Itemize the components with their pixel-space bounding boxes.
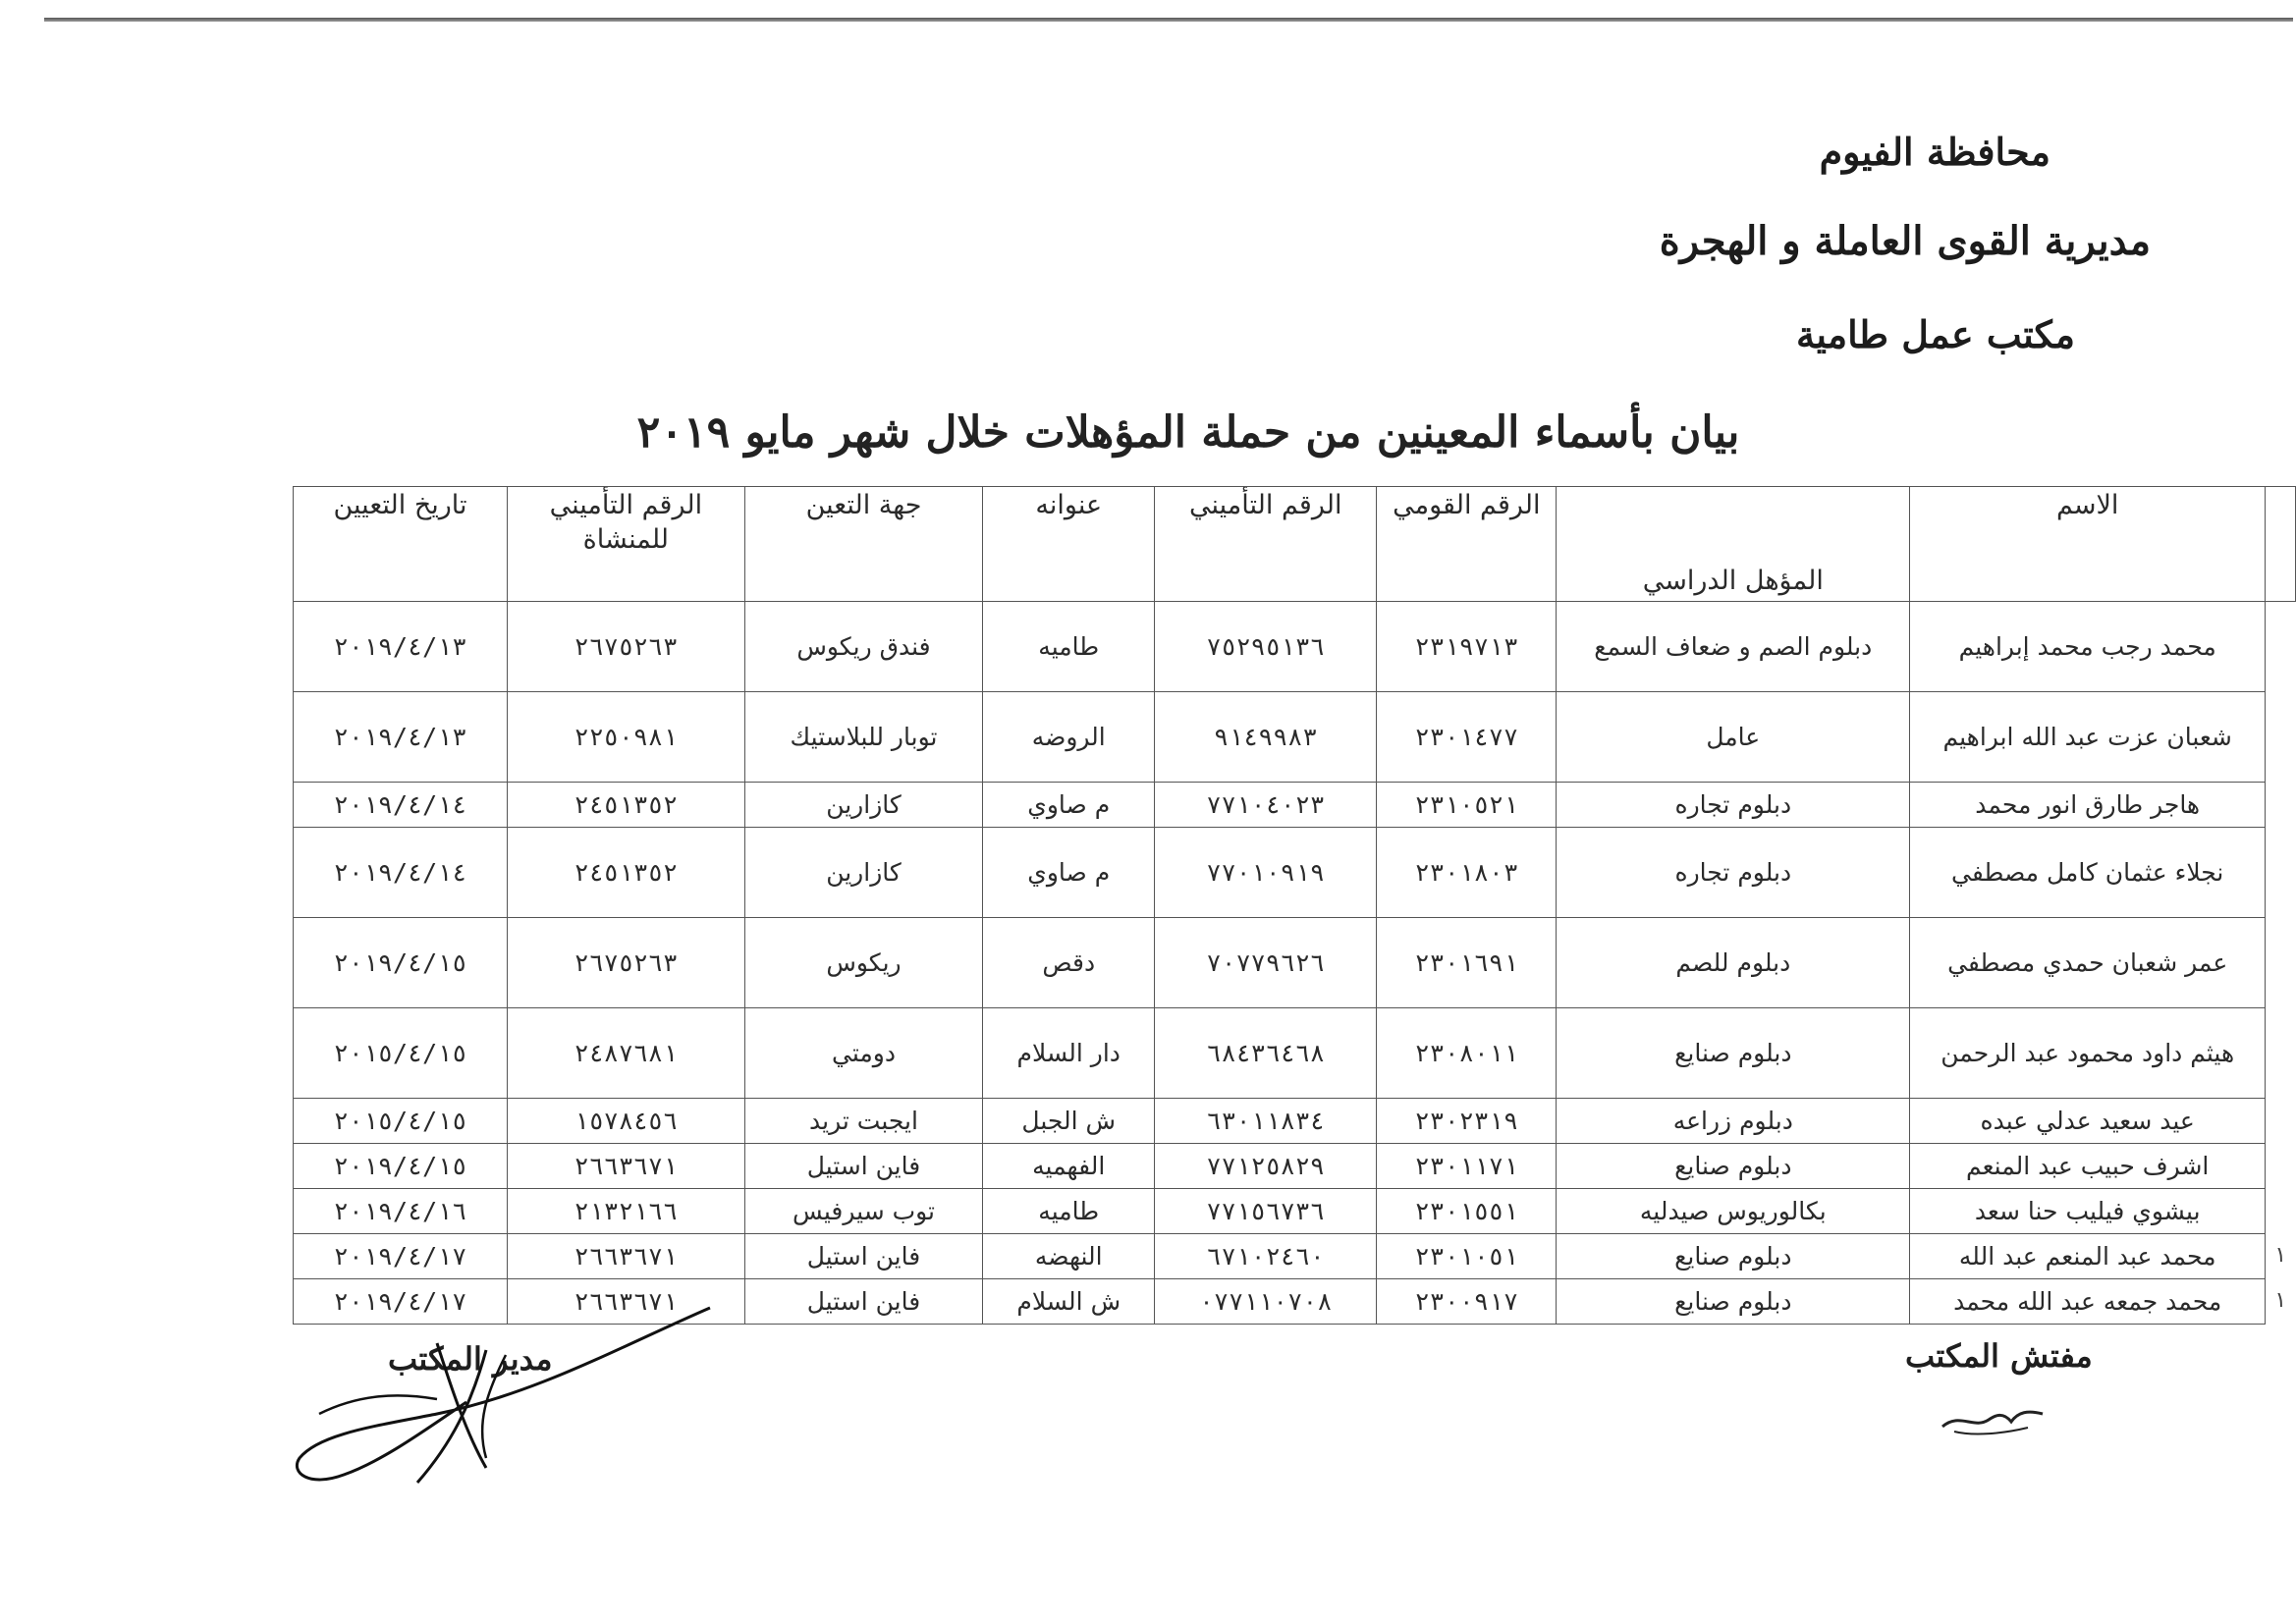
employer-cell: فندق ريكوس: [744, 602, 983, 692]
national-id-cell: ٢٣٠١٨٠٣: [1377, 828, 1557, 918]
qualification-cell: عامل: [1557, 692, 1910, 783]
manager-signature: [290, 1296, 722, 1492]
table-row: [294, 918, 2296, 1008]
name-cell: محمد جمعه عبد الله محمد: [1910, 1279, 2266, 1325]
facility-insurance-cell: ٢٤٨٧٦٨١: [508, 1008, 745, 1099]
appointment-date-cell: ٢٠١٩/٤/١٣: [294, 692, 508, 783]
national-id-cell: ٢٣٠٨٠١١: [1377, 1008, 1557, 1099]
row-index: ١: [2266, 1279, 2296, 1325]
national-id-cell: ٢٣٠١١٧١: [1377, 1144, 1557, 1189]
table-row: [294, 1144, 2296, 1189]
manager-label: مدير المكتب: [388, 1340, 553, 1378]
address-cell: دار السلام: [983, 1008, 1155, 1099]
insurance-number-cell: ٧٧١٠٤٠٢٣: [1155, 783, 1377, 828]
table-header-row: [294, 487, 2296, 602]
national-id-cell: ٢٣٠١٥٥١: [1377, 1189, 1557, 1234]
facility-insurance-cell: ٢٦٦٣٦٧١: [508, 1144, 745, 1189]
row-index: [2266, 602, 2296, 692]
row-index: [2266, 783, 2296, 828]
facility-insurance-cell: ٢٦٦٣٦٧١: [508, 1279, 745, 1325]
qualification-cell: بكالوريوس صيدليه: [1557, 1189, 1910, 1234]
name-cell: هاجر طارق انور محمد: [1910, 783, 2266, 828]
row-index: [2266, 828, 2296, 918]
name-cell: عيد سعيد عدلي عبده: [1910, 1099, 2266, 1144]
qualification-cell: دبلوم صنايع: [1557, 1008, 1910, 1099]
insurance-number-cell: ٧٠٧٧٩٦٢٦: [1155, 918, 1377, 1008]
employer-cell: توب سيرفيس: [744, 1189, 983, 1234]
insurance-number-cell: ٧٥٢٩٥١٣٦: [1155, 602, 1377, 692]
address-cell: النهضه: [983, 1234, 1155, 1279]
facility-insurance-cell: ٢٦٧٥٢٦٣: [508, 918, 745, 1008]
row-index: [2266, 1008, 2296, 1099]
row-index: [2266, 1144, 2296, 1189]
insurance-number-cell: ٩١٤٩٩٨٣: [1155, 692, 1377, 783]
table-row: [294, 1008, 2296, 1099]
name-cell: بيشوي فيليب حنا سعد: [1910, 1189, 2266, 1234]
address-cell: طاميه: [983, 1189, 1155, 1234]
national-id-cell: ٢٣٠٢٣١٩: [1377, 1099, 1557, 1144]
facility-insurance-cell: ٢٢٥٠٩٨١: [508, 692, 745, 783]
facility-insurance-cell: ٢٦٦٣٦٧١: [508, 1234, 745, 1279]
national-id-cell: ٢٣٠١٤٧٧: [1377, 692, 1557, 783]
insurance-number-cell: ٧٧١٥٦٧٣٦: [1155, 1189, 1377, 1234]
name-cell: محمد رجب محمد إبراهيم: [1910, 602, 2266, 692]
qualification-cell: دبلوم صنايع: [1557, 1279, 1910, 1325]
employer-cell: ايجبت تريد: [744, 1099, 983, 1144]
appointment-date-cell: ٢٠١٩/٤/١٧: [294, 1279, 508, 1325]
employer-cell: ريكوس: [744, 918, 983, 1008]
address-cell: ش الجبل: [983, 1099, 1155, 1144]
national-id-cell: ٢٣٠١٠٥١: [1377, 1234, 1557, 1279]
office-heading: مكتب عمل طامية: [1795, 312, 2075, 356]
facility-insurance-cell: ٢٤٥١٣٥٢: [508, 783, 745, 828]
table-row: [294, 828, 2296, 918]
directorate-heading: مديرية القوى العاملة و الهجرة: [1659, 218, 2151, 264]
date-column-header: تاريخ التعيين: [294, 487, 508, 602]
appointees-table: [293, 486, 2296, 1325]
row-index: ١: [2266, 1234, 2296, 1279]
address-cell: م صاوي: [983, 828, 1155, 918]
appointment-date-cell: ٢٠١٩/٤/١٣: [294, 602, 508, 692]
insurance-number-cell: ٦٧١٠٢٤٦٠: [1155, 1234, 1377, 1279]
scan-top-edge: [44, 18, 2293, 22]
insurance-number-cell: ٦٨٤٣٦٤٦٨: [1155, 1008, 1377, 1099]
table-row: [294, 692, 2296, 783]
qualification-cell: دبلوم الصم و ضعاف السمع: [1557, 602, 1910, 692]
address-cell: م صاوي: [983, 783, 1155, 828]
facility-insurance-cell: ٢٤٥١٣٥٢: [508, 828, 745, 918]
name-cell: هيثم داود محمود عبد الرحمن: [1910, 1008, 2266, 1099]
name-cell: شعبان عزت عبد الله ابراهيم: [1910, 692, 2266, 783]
table-row: [294, 602, 2296, 692]
facility-insurance-cell: ٢١٣٢١٦٦: [508, 1189, 745, 1234]
appointment-date-cell: ٢٠١٥/٤/١٥: [294, 1008, 508, 1099]
insurance-number-cell: ٦٣٠١١٨٣٤: [1155, 1099, 1377, 1144]
name-column-header: الاسم: [1910, 487, 2266, 602]
address-cell: طاميه: [983, 602, 1155, 692]
employer-cell: فاين استيل: [744, 1234, 983, 1279]
inspector-label: مفتش المكتب: [1905, 1337, 2093, 1375]
qualification-column-header: المؤهل الدراسي: [1557, 487, 1910, 602]
address-column-header: عنوانه: [983, 487, 1155, 602]
appointment-date-cell: ٢٠١٩/٤/١٤: [294, 828, 508, 918]
table-row: [294, 783, 2296, 828]
qualification-cell: دبلوم صنايع: [1557, 1234, 1910, 1279]
employer-cell: كازارين: [744, 783, 983, 828]
row-index: [2266, 1189, 2296, 1234]
insurance-number-cell: ٠٧٧١١٠٧٠٨: [1155, 1279, 1377, 1325]
employer-cell: توبار للبلاستيك: [744, 692, 983, 783]
inspector-signature: [1935, 1382, 2052, 1441]
index-column-header: [2266, 487, 2296, 602]
name-cell: عمر شعبان حمدي مصطفي: [1910, 918, 2266, 1008]
employer-column-header: جهة التعين: [744, 487, 983, 602]
address-cell: الفهميه: [983, 1144, 1155, 1189]
employer-cell: كازارين: [744, 828, 983, 918]
address-cell: دقص: [983, 918, 1155, 1008]
row-index: [2266, 692, 2296, 783]
facility-insurance-column-header: الرقم التأميني للمنشاة: [508, 487, 745, 602]
qualification-cell: دبلوم زراعه: [1557, 1099, 1910, 1144]
appointment-date-cell: ٢٠١٩/٤/١٥: [294, 1144, 508, 1189]
employer-cell: دومتي: [744, 1008, 983, 1099]
employer-cell: فاين استيل: [744, 1144, 983, 1189]
address-cell: الروضه: [983, 692, 1155, 783]
insurance-number-cell: ٧٧٠١٠٩١٩: [1155, 828, 1377, 918]
appointment-date-cell: ٢٠١٩/٤/١٦: [294, 1189, 508, 1234]
governorate-heading: محافظة الفيوم: [1819, 130, 2050, 174]
national-id-cell: ٢٣١٩٧١٣: [1377, 602, 1557, 692]
table-row: [294, 1234, 2296, 1279]
facility-insurance-cell: ٢٦٧٥٢٦٣: [508, 602, 745, 692]
qualification-cell: دبلوم تجاره: [1557, 828, 1910, 918]
appointment-date-cell: ٢٠١٩/٤/١٧: [294, 1234, 508, 1279]
national-id-cell: ٢٣٠٠٩١٧: [1377, 1279, 1557, 1325]
row-index: [2266, 918, 2296, 1008]
qualification-cell: دبلوم تجاره: [1557, 783, 1910, 828]
appointment-date-cell: ٢٠١٩/٤/١٤: [294, 783, 508, 828]
national-id-column-header: الرقم القومي: [1377, 487, 1557, 602]
insurance-number-column-header: الرقم التأميني: [1155, 487, 1377, 602]
name-cell: محمد عبد المنعم عبد الله: [1910, 1234, 2266, 1279]
appointment-date-cell: ٢٠١٥/٤/١٥: [294, 1099, 508, 1144]
qualification-cell: دبلوم للصم: [1557, 918, 1910, 1008]
document-title: بيان بأسماء المعينين من حملة المؤهلات خلال شهر مايو ٢٠١٩: [636, 407, 1740, 458]
name-cell: اشرف حبيب عبد المنعم: [1910, 1144, 2266, 1189]
appointment-date-cell: ٢٠١٩/٤/١٥: [294, 918, 508, 1008]
qualification-cell: دبلوم صنايع: [1557, 1144, 1910, 1189]
employer-cell: فاين استيل: [744, 1279, 983, 1325]
table-row: [294, 1189, 2296, 1234]
table-row: [294, 1099, 2296, 1144]
national-id-cell: ٢٣١٠٥٢١: [1377, 783, 1557, 828]
national-id-cell: ٢٣٠١٦٩١: [1377, 918, 1557, 1008]
facility-insurance-cell: ١٥٧٨٤٥٦: [508, 1099, 745, 1144]
address-cell: ش السلام: [983, 1279, 1155, 1325]
insurance-number-cell: ٧٧١٢٥٨٢٩: [1155, 1144, 1377, 1189]
row-index: [2266, 1099, 2296, 1144]
name-cell: نجلاء عثمان كامل مصطفي: [1910, 828, 2266, 918]
